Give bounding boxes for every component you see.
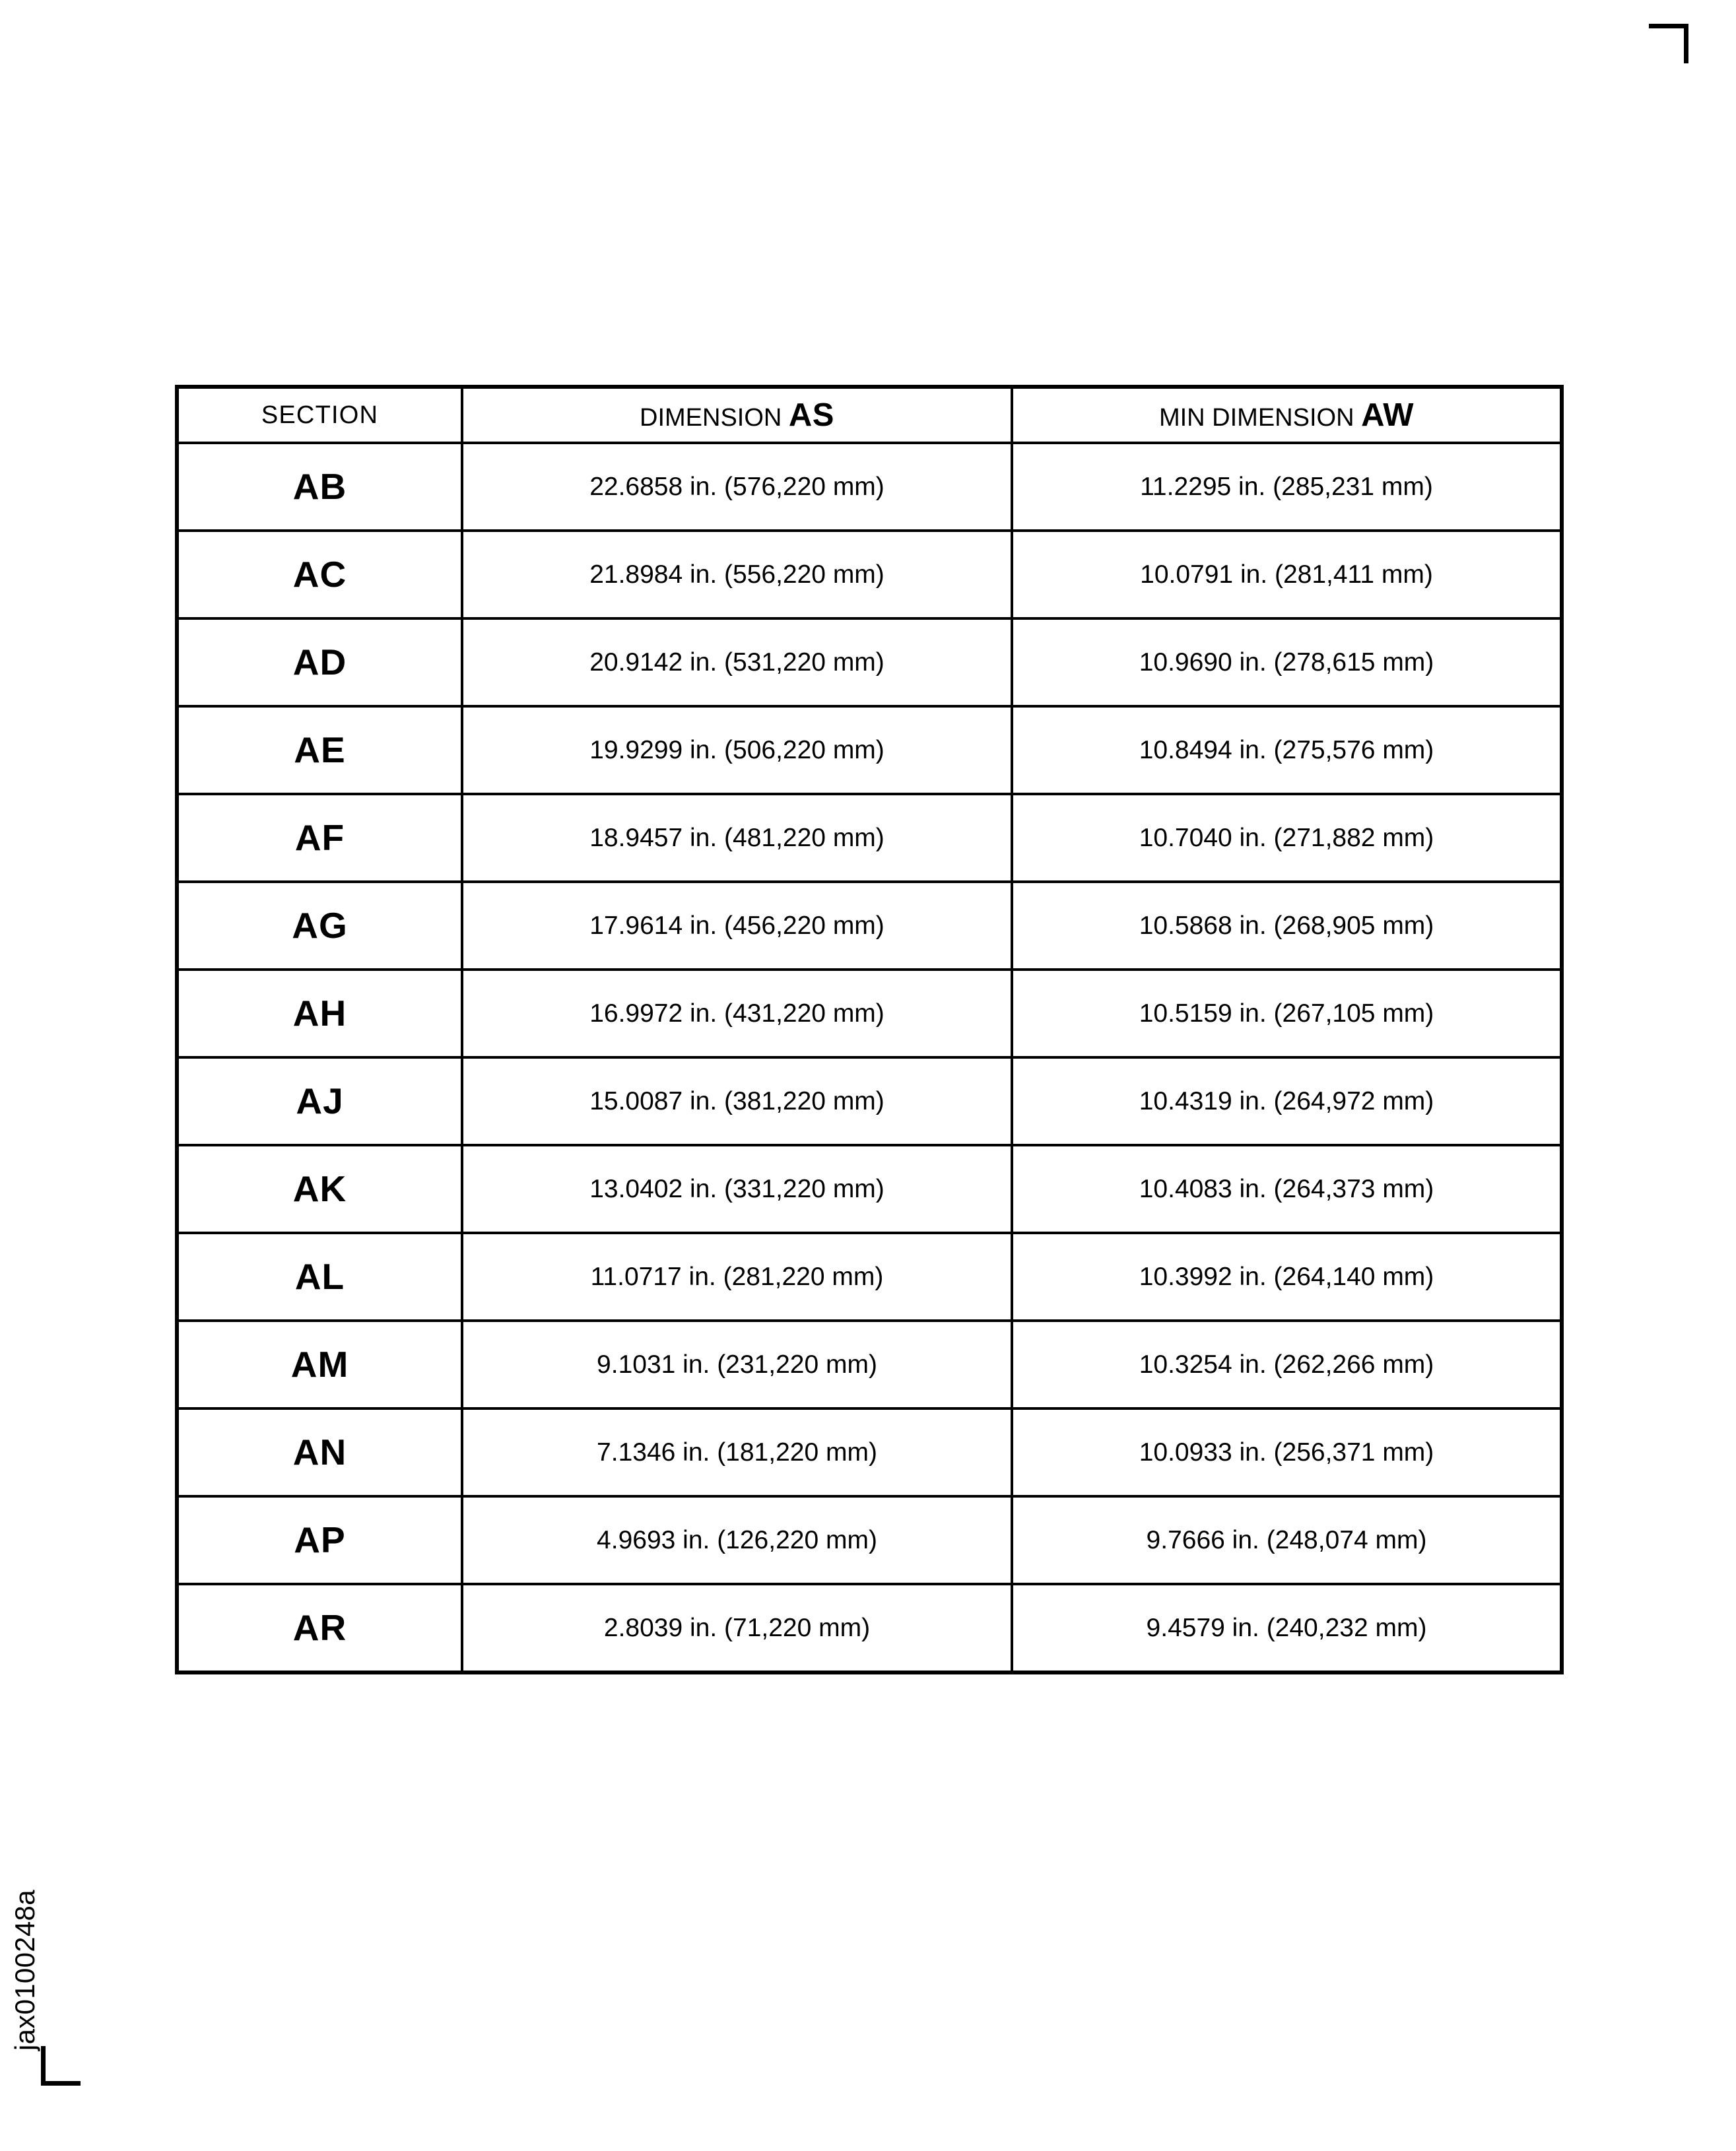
section-label: AR	[292, 1607, 347, 1648]
table-row	[177, 882, 1562, 970]
cell-min-dimension-aw	[1012, 794, 1562, 882]
dimension-as-value: 15.0087 in. (381,220 mm)	[589, 1087, 885, 1115]
figure-id-label: jax0100248a	[9, 1890, 40, 2051]
min-dimension-aw-value: 10.0933 in. (256,371 mm)	[1139, 1438, 1434, 1467]
dimension-as-value: 19.9299 in. (506,220 mm)	[589, 736, 885, 764]
cell-min-dimension-aw	[1012, 1321, 1562, 1408]
cell-dimension-as	[462, 1496, 1012, 1584]
cell-dimension-as	[462, 1321, 1012, 1408]
cell-dimension-as	[462, 1408, 1012, 1496]
cell-dimension-as	[462, 882, 1012, 970]
cell-section	[177, 443, 462, 531]
cell-dimension-as	[462, 794, 1012, 882]
cell-section	[177, 531, 462, 618]
cell-section	[177, 1321, 462, 1408]
column-header-dimension-as	[462, 387, 1012, 443]
cell-section	[177, 1233, 462, 1321]
min-dimension-aw-value: 9.7666 in. (248,074 mm)	[1146, 1526, 1427, 1554]
cell-dimension-as	[462, 531, 1012, 618]
cell-section	[177, 1057, 462, 1145]
column-header-dimension-as-label	[640, 399, 834, 432]
table-header	[177, 387, 1562, 443]
table-row	[177, 970, 1562, 1057]
table-row	[177, 1145, 1562, 1233]
cell-min-dimension-aw	[1012, 1408, 1562, 1496]
column-header-dimension-as-tag: AS	[788, 397, 834, 433]
column-header-section	[177, 387, 462, 443]
dimension-as-value: 22.6858 in. (576,220 mm)	[589, 473, 885, 501]
cell-section	[177, 1496, 462, 1584]
table-row	[177, 1233, 1562, 1321]
dimension-as-value: 7.1346 in. (181,220 mm)	[597, 1438, 877, 1467]
section-label: AM	[290, 1344, 349, 1385]
cell-section	[177, 706, 462, 794]
dimension-table-container	[175, 385, 1560, 1674]
cell-min-dimension-aw	[1012, 1057, 1562, 1145]
dimension-as-value: 21.8984 in. (556,220 mm)	[589, 560, 885, 589]
min-dimension-aw-value: 10.8494 in. (275,576 mm)	[1139, 736, 1434, 764]
table-row	[177, 1057, 1562, 1145]
table-body	[177, 443, 1562, 1672]
min-dimension-aw-value: 10.5868 in. (268,905 mm)	[1139, 911, 1434, 940]
column-header-min-dimension-aw-prefix: MIN DIMENSION	[1158, 403, 1362, 432]
cell-min-dimension-aw	[1012, 882, 1562, 970]
cell-min-dimension-aw	[1012, 531, 1562, 618]
min-dimension-aw-value: 11.2295 in. (285,231 mm)	[1140, 473, 1433, 501]
table-row	[177, 794, 1562, 882]
table-row	[177, 618, 1562, 706]
cell-min-dimension-aw	[1012, 1233, 1562, 1321]
table-row	[177, 1496, 1562, 1584]
cell-min-dimension-aw	[1012, 706, 1562, 794]
dimension-as-value: 9.1031 in. (231,220 mm)	[597, 1350, 877, 1379]
section-label: AN	[292, 1432, 347, 1473]
section-label: AJ	[296, 1080, 344, 1121]
section-label: AH	[292, 993, 347, 1034]
table-row	[177, 443, 1562, 531]
cell-dimension-as	[462, 443, 1012, 531]
column-header-dimension-as-prefix: DIMENSION	[640, 403, 789, 432]
min-dimension-aw-value: 10.4083 in. (264,373 mm)	[1139, 1175, 1434, 1203]
dimension-as-value: 16.9972 in. (431,220 mm)	[589, 999, 885, 1028]
dimension-as-value: 11.0717 in. (281,220 mm)	[590, 1263, 884, 1291]
table-header-row	[177, 387, 1562, 443]
cell-min-dimension-aw	[1012, 443, 1562, 531]
cell-dimension-as	[462, 1145, 1012, 1233]
cell-min-dimension-aw	[1012, 1584, 1562, 1672]
dimension-as-value: 4.9693 in. (126,220 mm)	[597, 1526, 877, 1554]
dimension-as-value: 13.0402 in. (331,220 mm)	[589, 1175, 885, 1203]
cell-section	[177, 794, 462, 882]
cell-dimension-as	[462, 970, 1012, 1057]
section-label: AD	[292, 642, 347, 682]
dimension-as-value: 18.9457 in. (481,220 mm)	[589, 824, 885, 852]
column-header-min-dimension-aw-label	[1159, 399, 1414, 432]
cell-section	[177, 970, 462, 1057]
cell-dimension-as	[462, 1057, 1012, 1145]
column-header-min-dimension-aw	[1012, 387, 1562, 443]
dimension-as-value: 20.9142 in. (531,220 mm)	[589, 648, 885, 677]
section-label: AB	[292, 466, 347, 507]
cell-min-dimension-aw	[1012, 1496, 1562, 1584]
column-header-min-dimension-aw-tag: AW	[1361, 397, 1415, 433]
dimension-as-value: 2.8039 in. (71,220 mm)	[603, 1614, 871, 1642]
table-row	[177, 706, 1562, 794]
cell-section	[177, 1584, 462, 1672]
cell-min-dimension-aw	[1012, 618, 1562, 706]
cell-section	[177, 618, 462, 706]
cell-min-dimension-aw	[1012, 970, 1562, 1057]
dimension-as-value: 17.9614 in. (456,220 mm)	[589, 911, 885, 940]
min-dimension-aw-value: 10.5159 in. (267,105 mm)	[1139, 999, 1434, 1028]
min-dimension-aw-value: 10.0791 in. (281,411 mm)	[1140, 560, 1433, 589]
min-dimension-aw-value: 10.7040 in. (271,882 mm)	[1139, 824, 1434, 852]
section-label: AC	[292, 554, 347, 595]
min-dimension-aw-value: 10.4319 in. (264,972 mm)	[1139, 1087, 1434, 1115]
crop-mark-bottom-left	[41, 2046, 81, 2086]
cell-section	[177, 1408, 462, 1496]
cell-dimension-as	[462, 1584, 1012, 1672]
section-label: AG	[292, 905, 348, 946]
cell-min-dimension-aw	[1012, 1145, 1562, 1233]
cell-dimension-as	[462, 706, 1012, 794]
table-row	[177, 531, 1562, 618]
dimension-table	[175, 385, 1564, 1674]
crop-mark-top-right	[1649, 24, 1688, 63]
section-label: AE	[294, 729, 346, 770]
cell-dimension-as	[462, 618, 1012, 706]
min-dimension-aw-value: 10.3254 in. (262,266 mm)	[1139, 1350, 1434, 1379]
section-label: AP	[294, 1519, 346, 1560]
section-label: AL	[294, 1256, 345, 1297]
min-dimension-aw-value: 10.9690 in. (278,615 mm)	[1139, 648, 1434, 677]
section-label: AF	[294, 817, 345, 858]
cell-section	[177, 1145, 462, 1233]
cell-section	[177, 882, 462, 970]
cell-dimension-as	[462, 1233, 1012, 1321]
column-header-section-label: SECTION	[261, 401, 379, 429]
table-row	[177, 1321, 1562, 1408]
table-row	[177, 1584, 1562, 1672]
min-dimension-aw-value: 10.3992 in. (264,140 mm)	[1139, 1263, 1434, 1291]
section-label: AK	[292, 1168, 347, 1209]
min-dimension-aw-value: 9.4579 in. (240,232 mm)	[1146, 1614, 1427, 1642]
table-row	[177, 1408, 1562, 1496]
